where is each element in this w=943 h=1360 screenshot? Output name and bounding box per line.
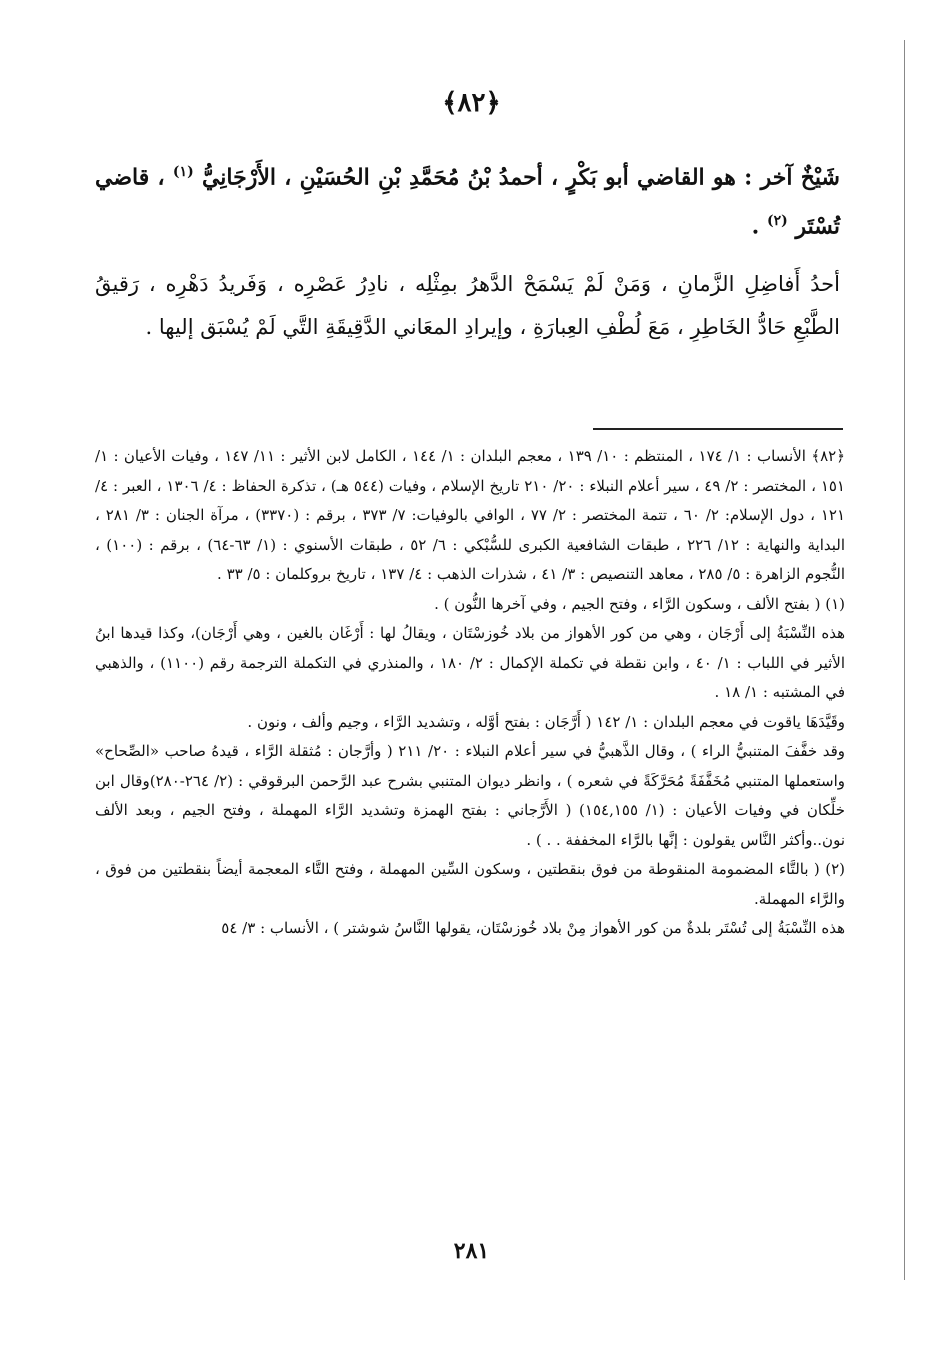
footnote-2: (٢) ( بالتَّاء المضمومة المنقوطة من فوق بنقطتين ، وسكون السِّين المهملة ، وفتح التَّاء المعجمة أيضاً بنقطتين من فوق ، والرَّاء المهملة. [95, 860, 845, 908]
footnotes [95, 442, 845, 944]
entry-heading [95, 150, 840, 249]
page-number: ٢٨١ [453, 1238, 490, 1264]
heading-text-2: ، قاضي تُسْتَر [95, 164, 840, 240]
heading-text: شَيْخٌ آخر : هو القاضي أبو بَكْرٍ ، أحمدُ بْنُ مُحَمَّدِ بْنِ الحُسَيْنِ ، الأَرْجَانِيُّ [201, 164, 840, 191]
entry-number: ﴿٨٢﴾ [442, 88, 501, 118]
main-text [95, 150, 840, 349]
footnote-2-detail: هذه النِّسْبَةُ إلى تُسْتَر بلدةٌ من كور الأهواز مِنْ بلاد خُوزسْتَان، يقولها النَّاسُ شوشتر ) ، الأنساب : ٣/ ٥٤ [221, 919, 845, 937]
footnote-1-yaqut: وقَيَّدَهَا ياقوت في معجم البلدان : ١/ ١٤٢ ( أَرَّجَان : بفتح أوَّله ، وتشديد الرَّاء ، وجيم وألف ، ونون . [247, 712, 845, 731]
footnote-1-detail: هذه النِّسْبَةُ إلى أَرْجَان ، وهي من كور الأهواز من بلاد خُوزسْتَان ، ويقالُ لها : أَرْغَان بالغين ، وهي أَرْجَان)، وكذا قيدها ابنُ الأثير في اللباب : ١/ ٤٠ ، وابن نقطة في تكملة الإكمال : ٢/ ١٨٠ ، والمنذري في التكملة الترجمة رقم (١١٠٠) ، والذهبي في المشتبه : ١/ ١٨ . [95, 624, 846, 701]
page-edge-line [904, 40, 905, 1280]
footnote-sources: ﴿٨٢﴾ الأنساب : ١/ ١٧٤ ، المنتظم : ١٠/ ١٣٩ ، معجم البلدان : ١/ ١٤٤ ، الكامل لابن الأثير : ١١/ ١٤٧ ، وفيات الأعيان : ١/ ١٥١ ، المختصر : ٢/ ٤٩ ، سير أعلام النبلاء : ٢٠/ ٢١٠ تاريخ الإسلام ، وفيات (٥٤٤ هـ) ، تذكرة الحفاظ : ٤/ ١٣٠٦ ، العبر : ٤/ ١٢١ ، دول الإسلام: ٢/ ٦٠ ، تتمة المختصر : ٢/ ٧٧ ، الوافي بالوفيات: ٧/ ٣٧٣ ، برقم : (٣٣٧٠) ، مرآة الجنان : ٣/ ٢٨١ ، البداية والنهاية : ١٢/ ٢٢٦ ، طبقات الشافعية الكبرى للسُّبْكي : ٦/ ٥٢ ، طبقات الأسنوي : (١/ ٦٣-٦٤) ، برقم : (١٠٠) ، النُّجوم الزاهرة : ٥/ ٢٨٥ ، معاهد التنصيص : ٣/ ٤١ ، شذرات الذهب : ٤/ ١٣٧ ، تاريخ بروكلمان : ٥/ ٣٣ . [95, 447, 846, 583]
footnote-ref-2: (٢) [767, 213, 788, 230]
biography-paragraph: أحدُ أَفاضِلِ الزَّمانِ ، وَمَنْ لَمْ يَسْمَحْ الدَّهرُ بمِثْلِه ، نادِرُ عَصْرِه ، وَفَريدُ دَهْرِه ، رَقيقُ الطَّبْعِ حَادُّ الخَاطِرِ ، مَعَ لُطْفِ العِبارَةِ ، وإيرادِ المعَاني الدَّقِيقَةِ التَّي لَمْ يُسْبَق إليها . [95, 271, 840, 339]
footnote-1: (١) ( بفتح الألف ، وسكون الرَّاء ، وفتح الجيم ، وفي آخرها النُّون ) . [434, 594, 845, 613]
footnote-ref-1: (١) [172, 164, 194, 180]
heading-end: . [751, 213, 760, 240]
footnote-separator [593, 428, 843, 430]
footnote-1-dhahabi: وقد خفَّفَ المتنبيُّ الراء ) ، وقال الذَّهبيُّ في سير أعلام النبلاء : ٢٠/ ٢١١ ( وأرَّجان : مُثقلة الرَّاء ، قيدهُ صاحب «الصِّحاح» واستعملها المتنبي مُخَفَّفَةً مُحَرَّكَةً في شعره ) ، وانظر ديوان المتنبي بشرح عبد الرَّحمن البرقوقي : (٢/ ٢٦٤-٢٨٠)وقال ابن خلِّكان في وفيات الأعيان : (١/ ١٥٤,١٥٥) ( الأَرَّجاني : بفتح الهمزة وتشديد الرَّاء المهملة ، وفتح الجيم ، وبعد الألف نون..وأكثر النَّاس يقولون : إنَّها بالرَّاء المخففة . . ) . [95, 742, 846, 849]
